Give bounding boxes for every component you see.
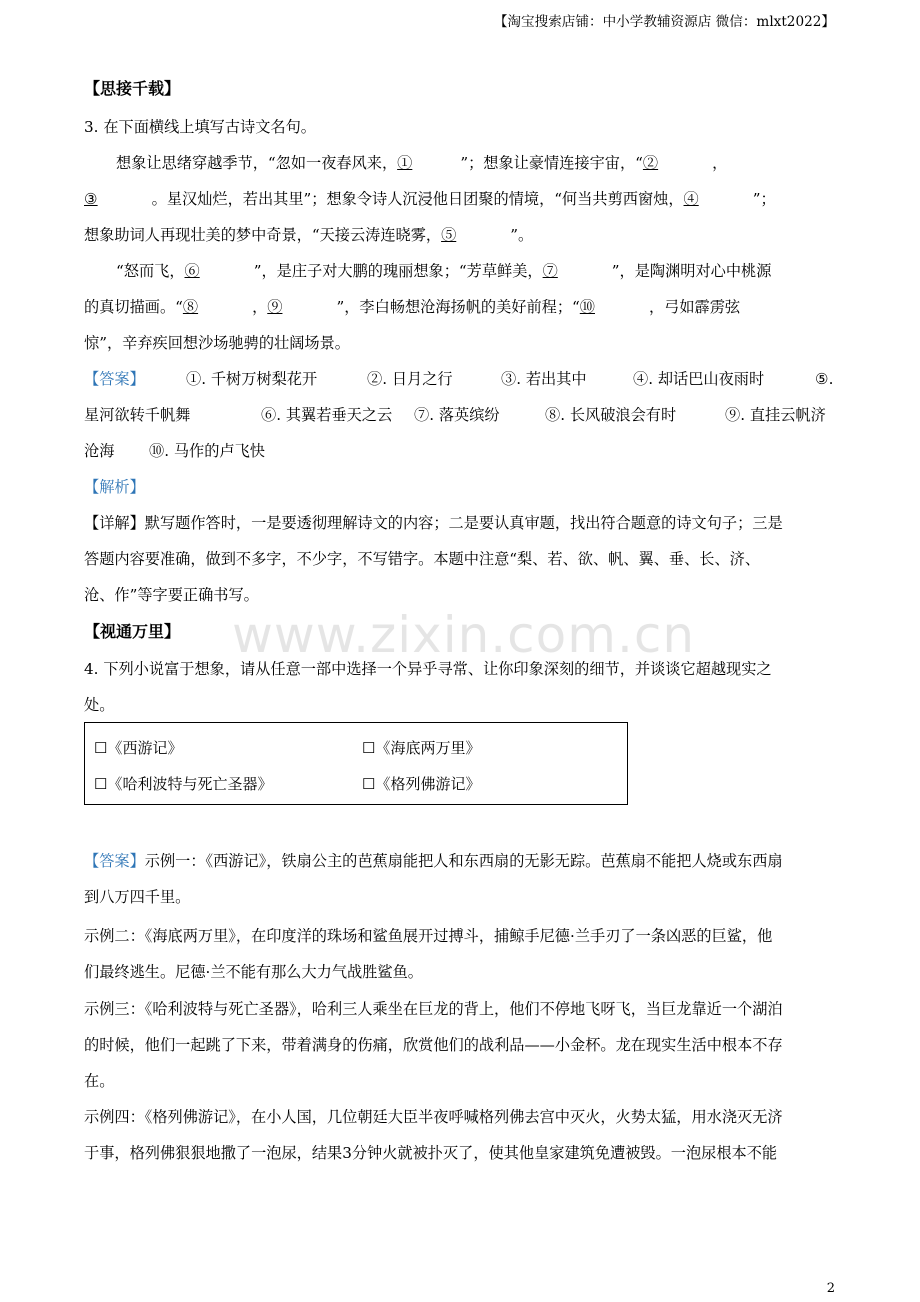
text-segment: ”；	[752, 190, 776, 208]
example-2-line-2: 们最终逃生。尼德·兰不能有那么大力气战胜鲨鱼。	[84, 963, 423, 981]
watermark: www.zixin.com.cn	[232, 606, 696, 664]
text-segment: 示例一：《西游记》，铁扇公主的芭蕉扇能把人和东西扇的无影无踪。芭蕉扇不能把人烧或东西扇	[144, 852, 783, 870]
page-number: 2	[826, 1281, 835, 1296]
text-segment: ”，是庄子对大鹏的瑰丽想象；“芳草鲜美，	[253, 262, 543, 280]
question-3-intro: 3. 在下面横线上填写古诗文名句。	[84, 118, 316, 136]
poem-paragraph-1-line-2	[84, 189, 776, 209]
poem-paragraph-2-line-2	[84, 297, 740, 317]
option-journey-to-the-west[interactable]: ☐《西游记》	[94, 739, 183, 757]
options-box	[84, 722, 628, 805]
blank-10: ⑩	[579, 298, 595, 316]
blank-2: ②	[642, 154, 659, 172]
text-segment: 的真切描画。“	[84, 298, 183, 316]
text-segment: ，	[712, 154, 728, 172]
example-3-line-2: 的时候，他们一起跳了下来，带着满身的伤痛，欣赏他们的战利品——小金杯。龙在现实生活中根本不存	[84, 1036, 783, 1054]
poem-paragraph-1-line-3	[84, 225, 533, 245]
answer-9: ⑨. 直挂云帆济	[725, 406, 826, 424]
text-segment: 。星汉灿烂，若出其里”；想象令诗人沉浸他日团聚的情境，“何当共剪西窗烛，	[151, 190, 684, 208]
answer-3: ③. 若出其中	[501, 370, 587, 388]
blank-6: ⑥	[184, 262, 200, 280]
question-4-line-2: 处。	[84, 696, 115, 714]
text-segment: ，	[252, 298, 268, 316]
answer-6: ⑥. 其翼若垂天之云	[261, 406, 393, 424]
detail-line-2: 答题内容要准确，做到不多字，不少字，不写错字。本题中注意“梨、若、欲、帆、翼、垂、长、济、	[84, 550, 761, 568]
text-segment: ”。	[510, 226, 534, 244]
example-1-line-2: 到八万四千里。	[84, 888, 191, 906]
example-4-line-1: 示例四：《格列佛游记》，在小人国，几位朝廷大臣半夜呼喊格列佛去宫中灭火，火势太猛，用水浇灭无济	[84, 1108, 783, 1126]
question-4-line-1: 4. 下列小说富于想象，请从任意一部中选择一个异乎寻常、让你印象深刻的细节，并谈谈它超越现实之	[84, 660, 772, 678]
blank-4: ④	[683, 190, 699, 208]
example-4-line-2: 于事，格列佛狠狠地撒了一泡尿，结果3分钟火就被扑灭了，使其他皇家建筑免遭被毁。一泡尿根本不能	[84, 1144, 778, 1162]
blank-9: ⑨	[267, 298, 283, 316]
answer-10: ⑩. 马作的卢飞快	[149, 442, 265, 460]
option-harry-potter[interactable]: ☐《哈利波特与死亡圣器》	[94, 775, 273, 793]
text-segment: 想象助词人再现壮美的梦中奇景，“天接云涛连晓雾，	[84, 226, 442, 244]
answer-8: ⑧. 长风破浪会有时	[545, 406, 677, 424]
example-3-line-1: 示例三：《哈利波特与死亡圣器》，哈利三人乘坐在巨龙的背上，他们不停地飞呀飞，当巨龙靠近一个湖泊	[84, 1000, 783, 1018]
answer-5-text: 星河欲转千帆舞	[84, 406, 191, 424]
answer-7: ⑦. 落英缤纷	[414, 406, 500, 424]
poem-paragraph-2-line-3: 惊”，辛弃疾回想沙场驰骋的壮阔场景。	[84, 334, 350, 352]
poem-paragraph-2-line-1	[116, 261, 771, 281]
section-title-1: 【思接千载】	[84, 79, 181, 98]
example-1-line-1	[84, 851, 783, 871]
blank-1: ①	[397, 154, 413, 172]
text-segment: 想象让思绪穿越季节，“忽如一夜春风来，	[116, 154, 398, 172]
text-segment: “怒而飞，	[116, 262, 185, 280]
answer-2: ②. 日月之行	[367, 370, 453, 388]
answer-5-number: ⑤.	[815, 370, 834, 388]
detail-line-3: 沧、作”等字要正确书写。	[84, 586, 259, 604]
text-segment: ，弓如霹雳弦	[648, 298, 741, 316]
section-title-2: 【视通万里】	[84, 622, 181, 641]
example-2-line-1: 示例二：《海底两万里》，在印度洋的珠场和鲨鱼展开过搏斗，捕鲸手尼德·兰手刃了一条凶恶的巨鲨，他	[84, 927, 773, 945]
example-3-line-3: 在。	[84, 1072, 115, 1090]
analysis-label: 【解析】	[84, 478, 145, 496]
text-segment: ”，是陶渊明对心中桃源	[611, 262, 772, 280]
blank-5: ⑤	[441, 226, 457, 244]
option-twenty-thousand-leagues[interactable]: ☐《海底两万里》	[362, 739, 481, 757]
answer-label: 【答案】	[84, 370, 145, 388]
option-gullivers-travels[interactable]: ☐《格列佛游记》	[362, 775, 481, 793]
blank-7: ⑦	[542, 262, 558, 280]
answer-label: 【答案】	[84, 852, 145, 870]
blank-8: ⑧	[182, 298, 199, 316]
poem-paragraph-1-line-1	[116, 153, 727, 173]
text-segment: ”；想象让豪情连接宇宙，“	[460, 154, 643, 172]
detail-line-1: 【详解】默写题作答时，一是要透彻理解诗文的内容；二是要认真审题，找出符合题意的诗文句子；三是	[84, 514, 783, 532]
answer-4: ④. 却话巴山夜雨时	[633, 370, 765, 388]
answer-9-cont: 沧海	[84, 442, 115, 460]
header-text: 【淘宝搜索店铺：中小学教辅资源店 微信：mlxt2022】	[493, 14, 835, 30]
answer-1: ①. 千树万树梨花开	[186, 370, 318, 388]
text-segment: ”，李白畅想沧海扬帆的美好前程；“	[336, 298, 580, 316]
blank-3: ③	[84, 190, 98, 208]
